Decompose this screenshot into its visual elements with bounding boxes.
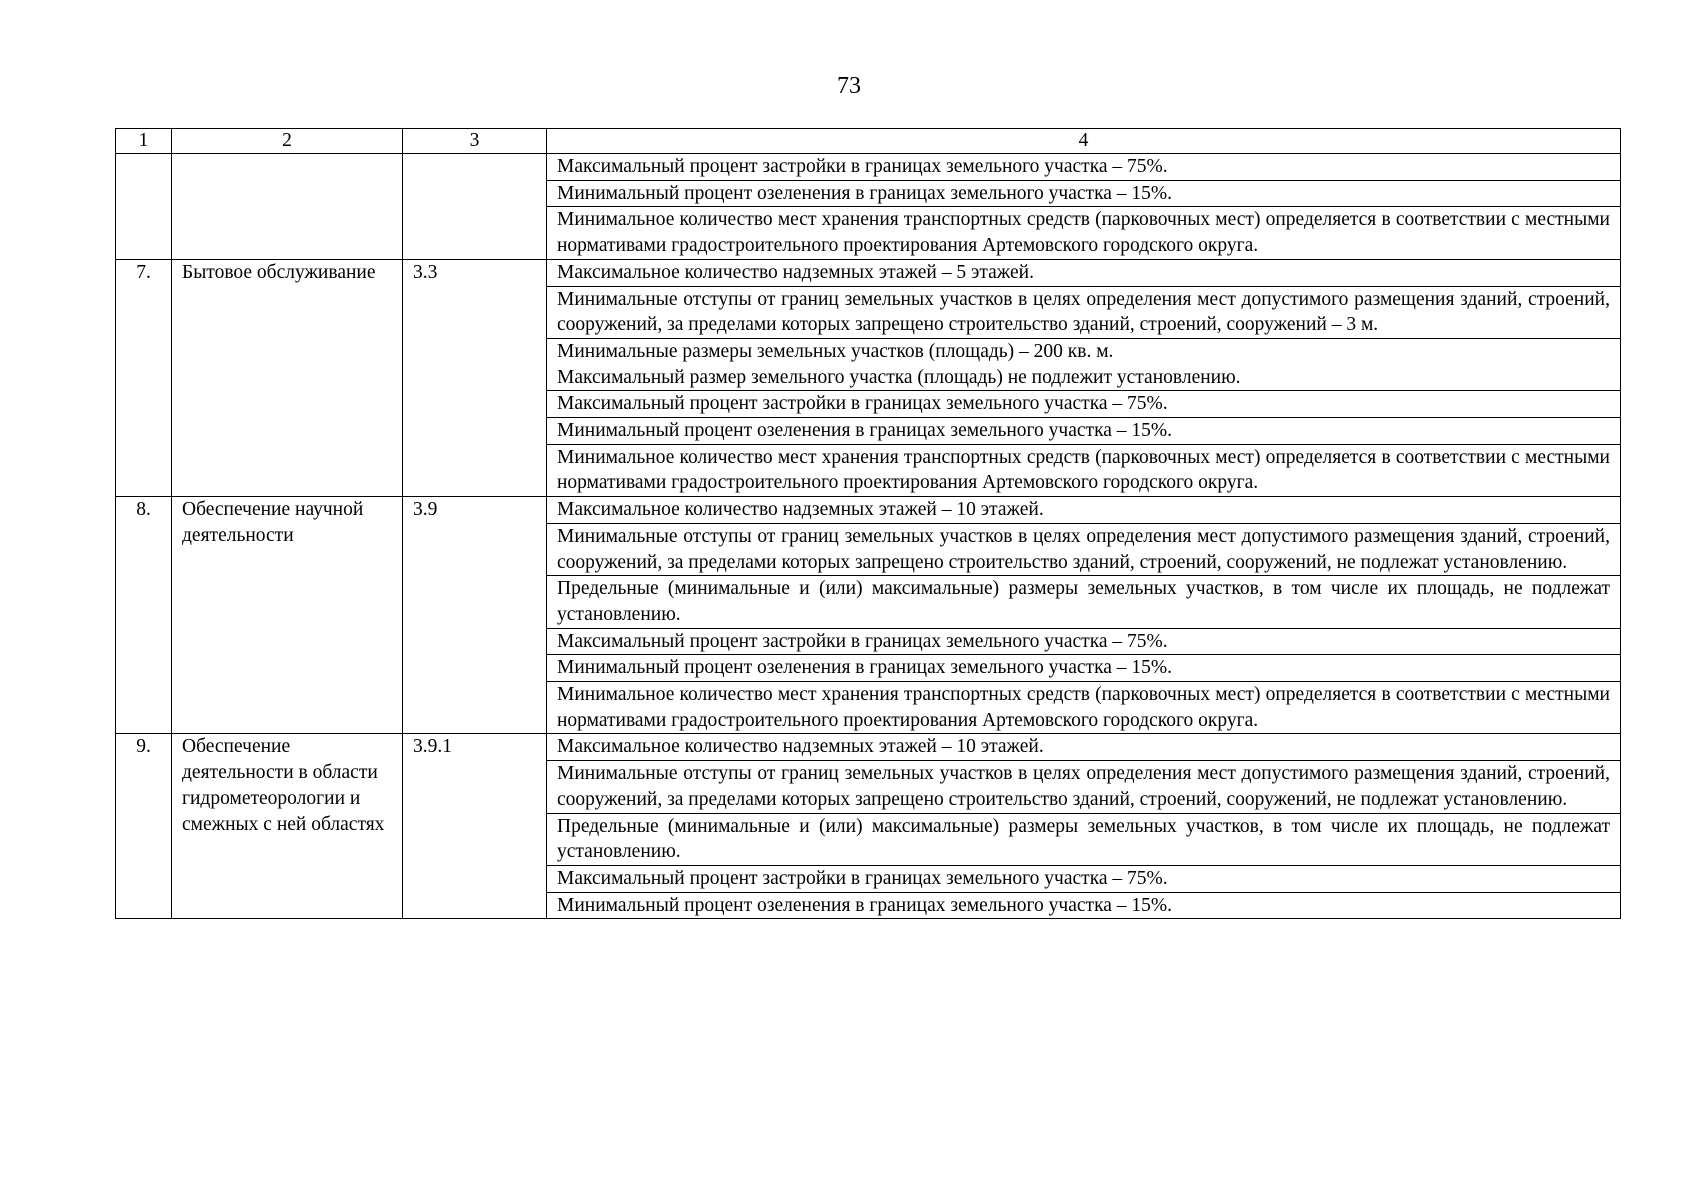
parameter-line: Минимальные отступы от границ земельных участков в целях определения мест допустимого размещения зданий, строений, сооружений, за пределами которых запрещено строительство зданий, строений, сооружений – 3 м. xyxy=(557,288,1610,336)
parameter-line: Минимальные отступы от границ земельных участков в целях определения мест допустимого размещения зданий, строений, сооружений, за пределами которых запрещено строительство зданий, строений, сооружений, не подлежат установлению. xyxy=(557,525,1610,573)
parameter-text xyxy=(547,813,1621,865)
parameter-text xyxy=(547,682,1621,734)
parameter-line: Минимальный процент озеленения в границах земельного участка – 15%. xyxy=(557,182,1173,204)
table-header-row xyxy=(116,129,1621,154)
parameter-line: Минимальный процент озеленения в границах земельного участка – 15%. xyxy=(557,420,1173,442)
parameter-line: Минимальное количество мест хранения транспортных средств (парковочных мест) определяется в соответствии с местными нормативами градостроительного проектирования Артемовского городского округа. xyxy=(557,684,1610,731)
parameter-text xyxy=(547,259,1621,286)
table-row xyxy=(116,259,1621,286)
parameter-text xyxy=(547,180,1621,207)
use-type-code xyxy=(403,154,547,260)
row-number: 8. xyxy=(116,497,172,734)
parameter-line: Минимальное количество мест хранения транспортных средств (парковочных мест) определяется в соответствии с местными нормативами градостроительного проектирования Артемовского городского округа. xyxy=(557,446,1610,494)
use-type-name: Бытовое обслуживание xyxy=(172,259,403,496)
use-type-name xyxy=(172,154,403,260)
parameter-line: Максимальный процент застройки в границах земельного участка – 75%. xyxy=(557,156,1168,177)
header-cell: 2 xyxy=(172,129,403,154)
use-type-name: Обеспечение деятельности в области гидрометеорологии и смежных с ней областях xyxy=(172,734,403,919)
parameter-line: Максимальный процент застройки в границах земельного участка – 75%. xyxy=(557,393,1168,415)
parameter-text xyxy=(547,207,1621,259)
regulations-table xyxy=(115,128,1621,919)
use-type-code: 3.9.1 xyxy=(403,734,547,919)
parameter-text xyxy=(547,497,1621,524)
parameter-line: Максимальный процент застройки в границах земельного участка – 75%. xyxy=(557,867,1168,889)
parameter-text xyxy=(547,338,1621,390)
parameter-text xyxy=(547,892,1621,919)
parameter-line: Минимальный процент озеленения в границах земельного участка – 15%. xyxy=(557,894,1173,916)
parameter-text xyxy=(547,655,1621,682)
parameter-text xyxy=(547,734,1621,761)
parameter-text xyxy=(547,418,1621,445)
use-type-code: 3.3 xyxy=(403,259,547,496)
parameter-line: Минимальные отступы от границ земельных участков в целях определения мест допустимого размещения зданий, строений, сооружений, за пределами которых запрещено строительство зданий, строений, сооружений, не подлежат установлению. xyxy=(557,763,1610,810)
header-cell: 3 xyxy=(403,129,547,154)
table-row xyxy=(116,154,1621,181)
row-number: 7. xyxy=(116,259,172,496)
page-number: 73 xyxy=(837,73,861,99)
parameter-text xyxy=(547,444,1621,496)
table-row xyxy=(116,497,1621,524)
parameter-text xyxy=(547,865,1621,892)
parameter-text xyxy=(547,286,1621,338)
parameter-line: Предельные (минимальные и (или) максимальные) размеры земельных участков, в том числе их площадь, не подлежат установлению. xyxy=(557,578,1610,625)
parameter-line: Максимальный размер земельного участка (площадь) не подлежит установлению. xyxy=(557,366,1241,388)
parameter-line: Минимальный процент озеленения в границах земельного участка – 15%. xyxy=(557,657,1173,679)
table-row xyxy=(116,734,1621,761)
parameter-line: Максимальное количество надземных этажей – 10 этажей. xyxy=(557,499,1044,521)
parameter-line: Минимальное количество мест хранения транспортных средств (парковочных мест) определяется в соответствии с местными нормативами градостроительного проектирования Артемовского городского округа. xyxy=(557,209,1610,257)
header-cell: 4 xyxy=(547,129,1621,154)
parameter-line: Предельные (минимальные и (или) максимальные) размеры земельных участков, в том числе их площадь, не подлежат установлению. xyxy=(557,815,1610,863)
parameter-text xyxy=(547,628,1621,655)
parameter-line: Максимальный процент застройки в границах земельного участка – 75%. xyxy=(557,630,1168,652)
parameter-text xyxy=(547,761,1621,813)
use-type-name: Обеспечение научной деятельности xyxy=(172,497,403,734)
header-cell: 1 xyxy=(116,129,172,154)
parameter-line: Максимальное количество надземных этажей – 5 этажей. xyxy=(557,261,1034,283)
use-type-code: 3.9 xyxy=(403,497,547,734)
parameter-text xyxy=(547,523,1621,575)
parameter-text xyxy=(547,391,1621,418)
row-number: 9. xyxy=(116,734,172,919)
parameter-line: Максимальное количество надземных этажей – 10 этажей. xyxy=(557,736,1044,758)
parameter-text xyxy=(547,576,1621,628)
row-number xyxy=(116,154,172,260)
parameter-line: Минимальные размеры земельных участков (площадь) – 200 кв. м. xyxy=(557,340,1114,362)
parameter-text xyxy=(547,154,1621,181)
